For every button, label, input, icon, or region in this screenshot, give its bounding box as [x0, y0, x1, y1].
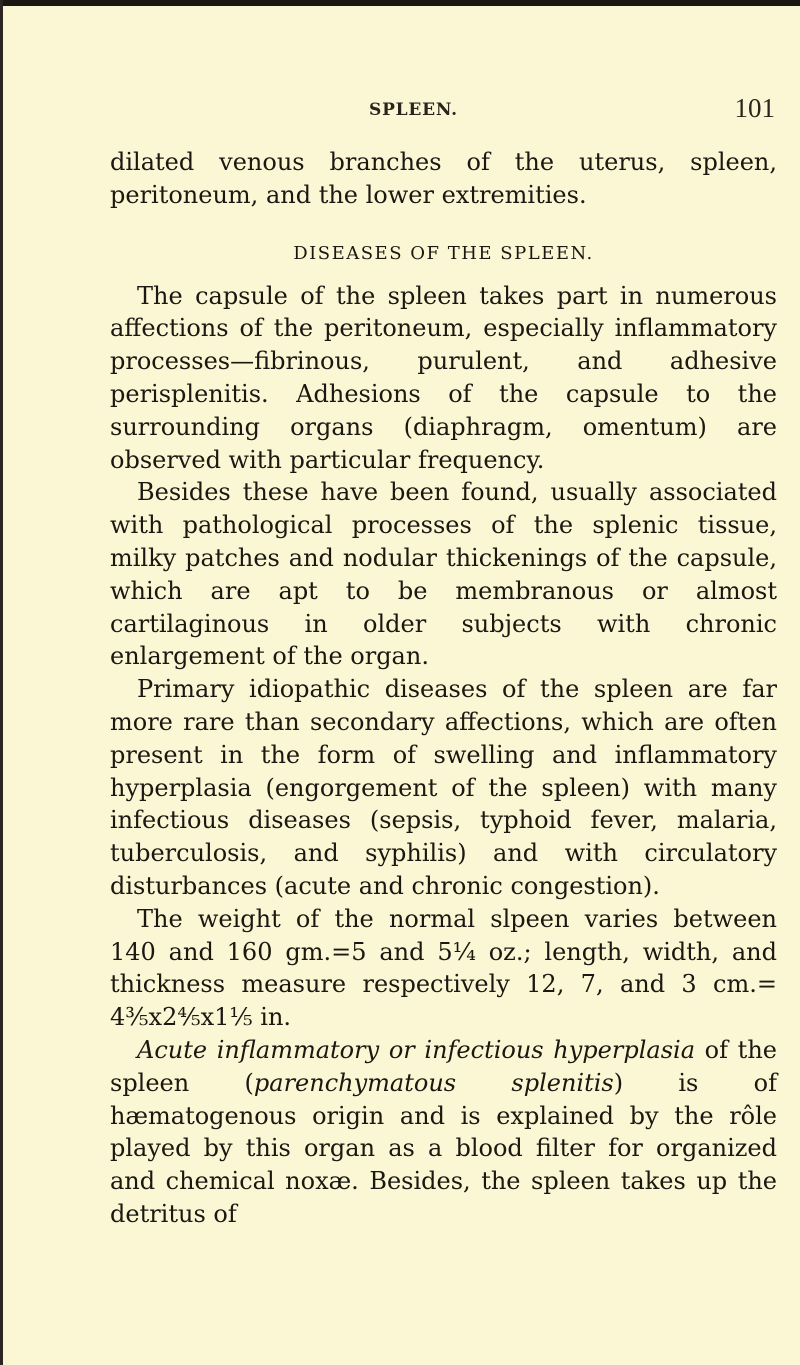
main-text	[110, 146, 777, 1231]
opening-paragraph: dilated venous branches of the uterus, spleen, peritoneum, and the lower extremities.	[110, 148, 777, 209]
paragraph-capsule: The capsule of the spleen takes part in numerous affections of the peritoneum, especially inflammatory processes—fibrinous, purulent, and adhesive perisplenitis. Adhesions of the capsule to the surrounding organs (diaphragm, omentum) are observed with particular frequency.	[110, 281, 777, 474]
paragraph-text-segment: of the spleen (	[110, 1035, 777, 1097]
term-parenchymatous-splenitis: parenchymatous splenitis	[253, 1068, 614, 1097]
page-number: 101	[734, 93, 775, 123]
page-header	[110, 92, 777, 132]
running-head: SPLEEN.	[369, 100, 458, 120]
paragraph-primary-diseases: Primary idiopathic diseases of the spleen are far more rare than secondary affections, which are often present in the form of swelling and inflammatory hyperplasia (engorgement of the spleen) with many infectious diseases (sepsis, typhoid fever, malaria, tuberculosis, and syphilis) and with circulatory disturbances (acute and chronic congestion).	[110, 675, 777, 900]
paragraph-acute-hyperplasia	[110, 1034, 777, 1231]
term-acute-hyperplasia: Acute inflammatory or infectious hyperplasia	[137, 1035, 695, 1064]
paragraph-patches: Besides these have been found, usually associated with pathological processes of the splenic tissue, milky patches and nodular thickenings of the capsule, which are apt to be membranous or almost cartilaginous in older subjects with chronic enlargement of the organ.	[110, 478, 777, 671]
top-page-edge	[0, 0, 800, 6]
left-page-edge	[0, 0, 3, 1365]
paragraph-text-segment: ) is of hæmatogenous origin and is explained by the rôle played by this organ as a blood filter for organized and chemical noxæ. Besides, the spleen takes up the detritus of	[110, 1068, 777, 1228]
paragraph-weight: The weight of the normal slpeen varies between 140 and 160 gm.=5 and 5¼ oz.; length, width, and thickness measure respectively 12, 7, and 3 cm.= 4⅗x2⅘x1⅕ in.	[110, 904, 777, 1032]
section-heading: DISEASES OF THE SPLEEN.	[293, 242, 594, 264]
